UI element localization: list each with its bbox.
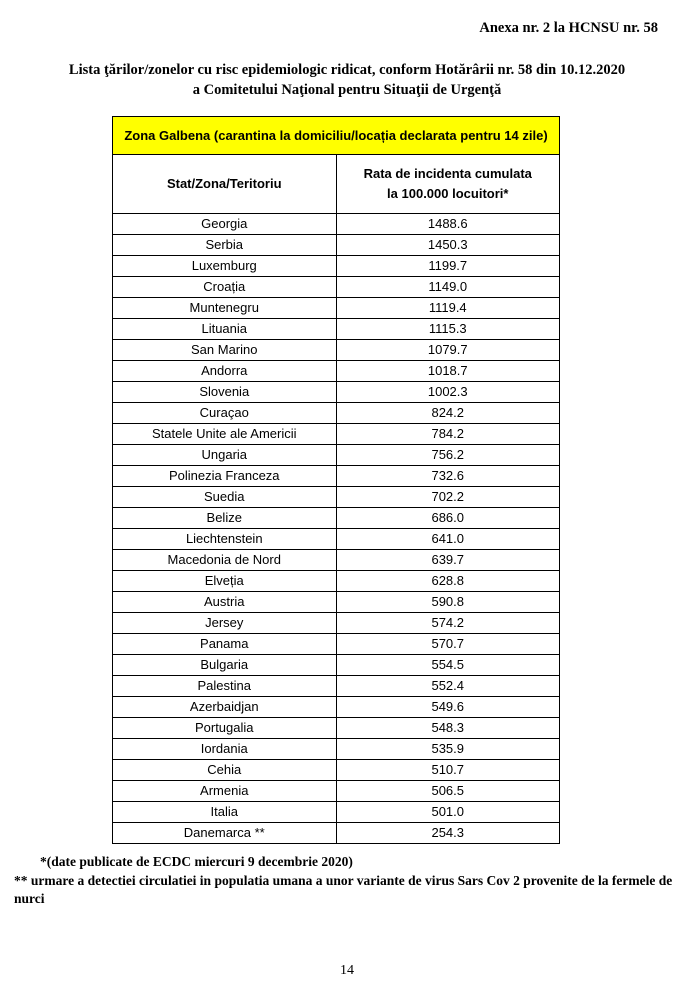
rate-cell: 548.3 <box>336 718 560 739</box>
annex-reference: Anexa nr. 2 la HCNSU nr. 58 <box>479 20 658 36</box>
rate-cell: 1002.3 <box>336 382 560 403</box>
zone-header: Zona Galbena (carantina la domiciliu/locația declarata pentru 14 zile) <box>113 117 560 155</box>
rate-cell: 1149.0 <box>336 277 560 298</box>
column-header-country: Stat/Zona/Teritoriu <box>113 155 337 214</box>
table-row <box>113 445 560 466</box>
page-number: 14 <box>340 963 354 978</box>
rate-cell: 702.2 <box>336 487 560 508</box>
table-row <box>113 466 560 487</box>
country-cell: Cehia <box>113 760 337 781</box>
rate-cell: 1079.7 <box>336 340 560 361</box>
country-cell: Armenia <box>113 781 337 802</box>
rate-cell: 554.5 <box>336 655 560 676</box>
table-row <box>113 298 560 319</box>
table-row <box>113 403 560 424</box>
table-row <box>113 802 560 823</box>
table-row <box>113 256 560 277</box>
title-line-2: a Comitetului Naţional pentru Situaţii de Urgenţă <box>192 82 502 98</box>
table-row <box>113 235 560 256</box>
country-cell: Jersey <box>113 613 337 634</box>
rate-cell: 784.2 <box>336 424 560 445</box>
country-cell: Danemarca ** <box>113 823 337 844</box>
rate-cell: 686.0 <box>336 508 560 529</box>
country-cell: Austria <box>113 592 337 613</box>
rate-cell: 732.6 <box>336 466 560 487</box>
country-cell: Serbia <box>113 235 337 256</box>
country-cell: Macedonia de Nord <box>113 550 337 571</box>
country-cell: Slovenia <box>113 382 337 403</box>
table-row <box>113 382 560 403</box>
table-row <box>113 508 560 529</box>
table-row <box>113 487 560 508</box>
table-row <box>113 571 560 592</box>
country-cell: Statele Unite ale Americii <box>113 424 337 445</box>
table-row <box>113 655 560 676</box>
country-cell: Andorra <box>113 361 337 382</box>
rate-cell: 1018.7 <box>336 361 560 382</box>
table-body <box>113 214 560 844</box>
rate-cell: 501.0 <box>336 802 560 823</box>
rate-cell: 1199.7 <box>336 256 560 277</box>
rate-cell: 535.9 <box>336 739 560 760</box>
footnote-ecdc: *(date publicate de ECDC miercuri 9 decembrie 2020) <box>40 854 353 869</box>
rate-cell: 570.7 <box>336 634 560 655</box>
rate-cell: 506.5 <box>336 781 560 802</box>
rate-cell: 590.8 <box>336 592 560 613</box>
footnote-variants: ** urmare a detectiei circulatiei in populatia umana a unor variante de virus Sars Cov 2 provenite de la fermele de nurci <box>14 873 673 906</box>
country-cell: Croația <box>113 277 337 298</box>
table-row <box>113 424 560 445</box>
column-header-rate <box>336 155 560 214</box>
risk-zone-table <box>112 116 560 844</box>
country-cell: Suedia <box>113 487 337 508</box>
rate-cell: 254.3 <box>336 823 560 844</box>
rate-cell: 549.6 <box>336 697 560 718</box>
country-cell: Lituania <box>113 319 337 340</box>
country-cell: Georgia <box>113 214 337 235</box>
table-row <box>113 613 560 634</box>
country-cell: Italia <box>113 802 337 823</box>
country-cell: Belize <box>113 508 337 529</box>
table-row <box>113 781 560 802</box>
rate-cell: 639.7 <box>336 550 560 571</box>
table-row <box>113 361 560 382</box>
table-row <box>113 823 560 844</box>
rate-cell: 552.4 <box>336 676 560 697</box>
rate-cell: 1488.6 <box>336 214 560 235</box>
country-cell: Luxemburg <box>113 256 337 277</box>
table-row <box>113 529 560 550</box>
country-cell: Portugalia <box>113 718 337 739</box>
country-cell: San Marino <box>113 340 337 361</box>
rate-cell: 1119.4 <box>336 298 560 319</box>
table-row <box>113 592 560 613</box>
rate-cell: 1115.3 <box>336 319 560 340</box>
table-row <box>113 277 560 298</box>
country-cell: Elveția <box>113 571 337 592</box>
country-cell: Bulgaria <box>113 655 337 676</box>
country-cell: Muntenegru <box>113 298 337 319</box>
title-line-1: Lista ţărilor/zonelor cu risc epidemiologic ridicat, conform Hotărârii nr. 58 din 10.12.2020 <box>68 62 626 78</box>
rate-cell: 641.0 <box>336 529 560 550</box>
table-row <box>113 550 560 571</box>
country-cell: Azerbaidjan <box>113 697 337 718</box>
table-row <box>113 340 560 361</box>
country-cell: Ungaria <box>113 445 337 466</box>
column-header-rate-label: Rata de incidenta cumulata la 100.000 locuitori* <box>363 166 532 201</box>
rate-cell: 510.7 <box>336 760 560 781</box>
table-row <box>113 739 560 760</box>
country-cell: Iordania <box>113 739 337 760</box>
country-cell: Panama <box>113 634 337 655</box>
country-cell: Palestina <box>113 676 337 697</box>
table-row <box>113 697 560 718</box>
rate-cell: 1450.3 <box>336 235 560 256</box>
rate-cell: 574.2 <box>336 613 560 634</box>
table-row <box>113 214 560 235</box>
table-row <box>113 676 560 697</box>
country-cell: Polinezia Franceza <box>113 466 337 487</box>
footnotes <box>14 853 682 908</box>
table-row <box>113 718 560 739</box>
table-row <box>113 760 560 781</box>
country-cell: Curaçao <box>113 403 337 424</box>
country-cell: Liechtenstein <box>113 529 337 550</box>
rate-cell: 628.8 <box>336 571 560 592</box>
rate-cell: 756.2 <box>336 445 560 466</box>
table-row <box>113 634 560 655</box>
table-row <box>113 319 560 340</box>
document-title <box>0 60 694 100</box>
rate-cell: 824.2 <box>336 403 560 424</box>
